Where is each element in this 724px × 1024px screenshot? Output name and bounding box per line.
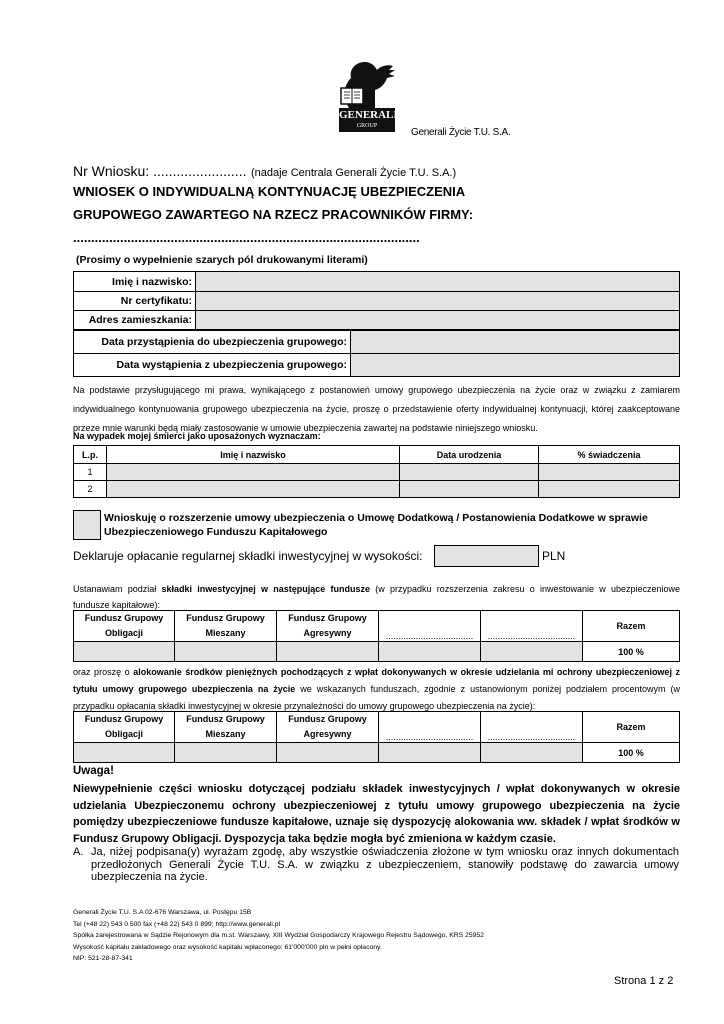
footer-registration: Spółka zarejestrowana w Sądzie Rejonowym dla m.st. Warszawy, XIII Wydział Gospodarczy Krajowego Rejestru Sądowego, KRS 25952 <box>73 932 484 939</box>
fund-col-agresywny <box>277 611 379 642</box>
fund-col1a: Fundusz Grupowy <box>84 613 164 623</box>
allocation1-post: (w przypadku rozszerzenia zakresu o inwestowanie w ubezpieczeniowe fundusze kapitałowe): <box>73 584 681 610</box>
fund-col1b: Obligacji <box>104 628 143 638</box>
allocation2-bold: alokowanie środków pieniężnych pochodzących z wpłat dokonywanych w okresie udzielania mi ochrony ubezpieczeniowej z tytułu umowy grupowego ubezpieczenia na życie <box>73 667 680 694</box>
fund-percent-field[interactable] <box>175 642 277 662</box>
name-field[interactable] <box>196 272 680 292</box>
beneficiary-percent-field[interactable] <box>539 464 680 481</box>
extension-line2: Ubezpieczeniowego Funduszu Kapitałowego <box>104 526 328 538</box>
currency-label: PLN <box>542 549 566 563</box>
fund-col3a: Fundusz Grupowy <box>288 714 367 724</box>
fund-col3b: Agresywny <box>303 729 352 739</box>
allocation1-bold: składki inwestycyjnej w następujące fundusze <box>161 584 371 594</box>
fund-col-mieszany <box>175 611 277 642</box>
request-number-note: (nadaje Centrala Generali Życie T.U. S.A.) <box>250 167 457 179</box>
declaration-text: Ja, niżej podpisana(y) wyrażam zgodę, aby wszystkie oświadczenia złożone w tym wniosku oraz innych dokumentach przedłożonych Generali Życie T.U. S.A. w związku z ubezpieczeniem, stanowiły podstawę do zawarcia umowy ubezpieczenia na życie. <box>91 846 679 883</box>
allocation1-paragraph <box>73 581 680 613</box>
fund-col2a: Fundusz Grupowy <box>186 613 265 623</box>
personal-fields <box>73 271 680 330</box>
fund-percent-field[interactable] <box>175 743 277 763</box>
beneficiaries-table <box>73 445 680 498</box>
extension-text <box>104 511 684 539</box>
fund-col3a: Fundusz Grupowy <box>288 613 367 623</box>
beneficiary-name-field[interactable] <box>107 464 400 481</box>
fund-percent-field[interactable] <box>74 642 175 662</box>
join-date-label: Data przystąpienia do ubezpieczenia grupowego: <box>74 331 351 354</box>
col-percent: % świadczenia <box>539 446 680 464</box>
allocation2-post: we wskazanych funduszach, zgodnie z ustanowionym poniżej podziałem procentowym (w przypadku opłacania składki inwestycyjnej w okresie przynależności do umowy grupowego ubezpieczenia na życie): <box>73 684 680 711</box>
fund-col1b: Obligacji <box>104 729 143 739</box>
form-title-line2: GRUPOWEGO ZAWARTEGO NA RZECZ PRACOWNIKÓW FIRMY: <box>73 207 474 222</box>
beneficiaries-heading: Na wypadek mojej śmierci jako uposażonych wyznaczam: <box>73 431 321 441</box>
total-value: 100 % <box>583 743 680 763</box>
allocation2-pre: oraz proszę o <box>73 667 134 677</box>
fund-col-custom-1[interactable]: ................................... <box>379 611 481 642</box>
total-label: Razem <box>583 611 680 642</box>
certificate-label: Nr certyfikatu: <box>74 292 196 311</box>
generali-logo <box>335 58 399 134</box>
beneficiary-birthdate-field[interactable] <box>400 481 539 498</box>
fund-table-2 <box>73 711 680 763</box>
fund-percent-field[interactable] <box>277 743 379 763</box>
address-field[interactable] <box>196 311 680 330</box>
name-label: Imię i nazwisko: <box>74 272 196 292</box>
warning-text: Niewypełnienie części wniosku dotyczącej podziału składek inwestycyjnych / wpłat dokonywanych w okresie udzielania Ubezpieczonemu ochrony ubezpieczeniowej z tytułu umowy grupowego ubezpieczenia na życie pomiędzy ubezpieczeniowe fundusze kapitałowe, uznaje się dyspozycję alokowania ww. składek / wpłat środków w Fundusz Grupowy Obligacji. Dyspozycja taka będzie mogła być zmieniona w każdym czasie. <box>73 783 680 845</box>
fund-col-custom-2[interactable]: ................................... <box>481 712 583 743</box>
lion-icon <box>335 58 399 112</box>
col-name: Imię i nazwisko <box>107 446 400 464</box>
fund-percent-field[interactable] <box>277 642 379 662</box>
request-number-label: Nr Wniosku: ........................ <box>73 163 247 179</box>
join-date-field[interactable] <box>351 331 680 354</box>
table-row <box>74 481 680 498</box>
address-label: Adres zamieszkania: <box>74 311 196 330</box>
beneficiary-name-field[interactable] <box>107 481 400 498</box>
fund-percent-field[interactable] <box>481 642 583 662</box>
warning-title: Uwaga! <box>73 765 114 777</box>
fund-col2b: Mieszany <box>205 729 246 739</box>
allocation1-pre: Ustanawiam podział <box>73 584 162 594</box>
logo-group: GROUP <box>356 123 378 129</box>
company-name: Generali Życie T.U. S.A. <box>411 127 511 138</box>
fund-col-obligacji <box>74 611 175 642</box>
exit-date-label: Data wystąpienia z ubezpieczenia grupowego: <box>74 354 351 377</box>
col-lp: L.p. <box>74 446 107 464</box>
fund-col-agresywny <box>277 712 379 743</box>
certificate-field[interactable] <box>196 292 680 311</box>
row-number: 1 <box>74 464 107 481</box>
fund-table-1 <box>73 610 680 662</box>
total-label: Razem <box>583 712 680 743</box>
footer-nip: NIP: 521-28-87-341 <box>73 955 133 962</box>
contribution-amount-field[interactable] <box>434 545 539 567</box>
footer <box>73 907 484 965</box>
beneficiary-birthdate-field[interactable] <box>400 464 539 481</box>
date-fields <box>73 330 680 377</box>
footer-capital: Wysokość kapitału zakładowego oraz wysokość kapitału wpłaconego: 61'000'000 pln w pełni opłacony. <box>73 943 382 951</box>
footer-address: Generali Życie T.U. S.A 02-676 Warszawa, ul. Postępu 15B <box>73 909 252 916</box>
company-dots: ................................................................................................ <box>73 230 420 245</box>
extension-line1: Wnioskuję o rozszerzenie umowy ubezpieczenia o Umowę Dodatkową / Postanowienia Dodatkowe w sprawie <box>104 512 648 524</box>
fund-col-mieszany <box>175 712 277 743</box>
fund-col2a: Fundusz Grupowy <box>186 714 265 724</box>
total-value: 100 % <box>583 642 680 662</box>
fund-col2b: Mieszany <box>205 628 246 638</box>
instruction: (Prosimy o wypełnienie szarych pól drukowanymi literami) <box>76 254 368 266</box>
fund-col-obligacji <box>74 712 175 743</box>
fund-col-custom-2[interactable]: ................................... <box>481 611 583 642</box>
fund-col3b: Agresywny <box>303 628 352 638</box>
allocation2-paragraph <box>73 664 680 715</box>
fund-col-custom-1[interactable]: ................................... <box>379 712 481 743</box>
footer-contact: Tel (+48 22) 543 0 500 fax (+48 22) 543 0 899; http://www.generali.pl <box>73 920 281 928</box>
page-number: Strona 1 z 2 <box>614 975 674 987</box>
request-number <box>73 163 456 181</box>
extension-checkbox[interactable] <box>73 510 101 540</box>
contribution-label: Deklaruje opłacanie regularnej składki inwestycyjnej w wysokości: <box>73 549 423 563</box>
fund-percent-field[interactable] <box>74 743 175 763</box>
logo-wordmark: GENERALI <box>339 109 398 121</box>
form-title-line1: WNIOSEK O INDYWIDUALNĄ KONTYNUACJĘ UBEZPIECZENIA <box>73 184 466 199</box>
fund-col1a: Fundusz Grupowy <box>84 714 164 724</box>
row-number: 2 <box>74 481 107 498</box>
table-row <box>74 464 680 481</box>
declaration-letter: A. <box>73 846 84 858</box>
fund-percent-field[interactable] <box>481 743 583 763</box>
intro-paragraph: Na podstawie przysługującego mi prawa, wynikającego z postanowień umowy grupowego ubezpieczenia na życie oraz w związku z zamiarem indywidualnego kontynuowania grupowego ubezpieczenia na życie, proszę o przedstawienie oferty indywidualnej kontynuacji, której zaakceptowane przeze mnie warunki będą miały zastosowanie w umowie ubezpieczenia zawartej na podstawie niniejszego wniosku. <box>73 385 680 433</box>
fund-percent-field[interactable] <box>379 743 481 763</box>
fund-percent-field[interactable] <box>379 642 481 662</box>
col-birthdate: Data urodzenia <box>400 446 539 464</box>
beneficiary-percent-field[interactable] <box>539 481 680 498</box>
exit-date-field[interactable] <box>351 354 680 377</box>
